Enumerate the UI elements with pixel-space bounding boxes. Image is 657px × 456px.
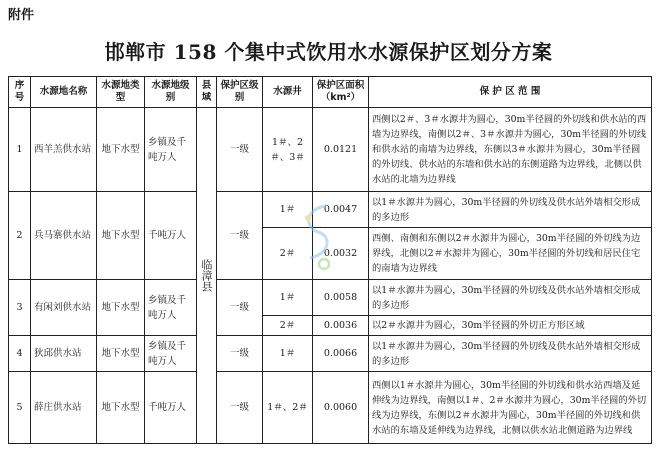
row-wells: 1＃ xyxy=(263,336,313,372)
row-index: 2 xyxy=(9,192,31,280)
row-area: 0.0121 xyxy=(313,108,369,192)
row-source-level: 千吨万人 xyxy=(145,192,197,280)
row-wells: 1＃ xyxy=(263,192,313,228)
row-wells: 1＃ xyxy=(263,280,313,316)
table-row xyxy=(9,336,652,372)
row-scope: 西侧以1＃水源井为圆心，30m半径圆的外切线和供水站西墙及延伸线为边界线，南侧以1＃、2＃水源井为圆心，30m半径圆的外切线为边界线，东侧以2＃水源井为圆心，30m半径圆的外切线和供水站的东墙及延伸线为边界线，北侧以供水站北侧道路为边界线 xyxy=(369,372,652,444)
row-source-name: 西羊羔供水站 xyxy=(31,108,97,192)
row-scope: 以2＃水源井为圆心，30m半径圆的外切正方形区域 xyxy=(369,316,652,336)
row-source-level: 乡镇及千吨万人 xyxy=(145,108,197,192)
row-scope: 以1＃水源井为圆心，30m半径圆的外切线及供水站外墙相交形成的多边形 xyxy=(369,192,652,228)
table-row xyxy=(9,108,652,192)
row-zone-level: 一级 xyxy=(217,372,263,444)
row-scope: 以1＃水源井为圆心，30m半径圆的外切线及供水站外墙相交形成的多边形 xyxy=(369,336,652,372)
row-zone-level: 一级 xyxy=(217,280,263,336)
row-scope: 以1＃水源井为圆心，30m半径圆的外切线及供水站外墙相交形成的多边形 xyxy=(369,280,652,316)
header-scope: 保 护 区 范 围 xyxy=(369,77,652,108)
row-source-level: 乡镇及千吨万人 xyxy=(145,336,197,372)
row-source-name: 狄邱供水站 xyxy=(31,336,97,372)
row-area: 0.0032 xyxy=(313,228,369,280)
row-index: 5 xyxy=(9,372,31,444)
row-source-name: 薛庄供水站 xyxy=(31,372,97,444)
row-wells: 2＃ xyxy=(263,316,313,336)
row-scope: 西侧以2＃、3＃水源井为圆心，30m半径圆的外切线和供水站的西墙为边界线，南侧以2＃、3＃水源井为圆心，30m半径圆的外切线和供水站的南墙为边界线，东侧以3＃水源井为圆心，30m半径圆的外切线、供水站的东墙和供水站的东侧道路为边界线，北侧以供水站的北墙为边界线 xyxy=(369,108,652,192)
row-source-type: 地下水型 xyxy=(97,280,145,336)
header-area: 保护区面积（km²） xyxy=(313,77,369,108)
row-area: 0.0047 xyxy=(313,192,369,228)
row-source-type: 地下水型 xyxy=(97,336,145,372)
row-area: 0.0036 xyxy=(313,316,369,336)
header-index: 序号 xyxy=(9,77,31,108)
protection-zone-table xyxy=(8,76,652,444)
table-row xyxy=(9,280,652,316)
table-row xyxy=(9,192,652,228)
row-area: 0.0066 xyxy=(313,336,369,372)
header-wells: 水源井 xyxy=(263,77,313,108)
row-source-type: 地下水型 xyxy=(97,192,145,280)
row-source-level: 千吨万人 xyxy=(145,372,197,444)
header-source-level: 水源地级别 xyxy=(145,77,197,108)
county-cell: 临漳县 xyxy=(197,108,217,444)
row-area: 0.0058 xyxy=(313,280,369,316)
row-source-name: 兵马寨供水站 xyxy=(31,192,97,280)
row-zone-level: 一级 xyxy=(217,108,263,192)
table-row xyxy=(9,372,652,444)
row-source-level: 乡镇及千吨万人 xyxy=(145,280,197,336)
table-header-row xyxy=(9,77,652,108)
row-wells: 1＃、2＃、3＃ xyxy=(263,108,313,192)
header-source-name: 水源地名称 xyxy=(31,77,97,108)
row-wells: 1＃、2＃ xyxy=(263,372,313,444)
header-county: 县域 xyxy=(197,77,217,108)
row-area: 0.0060 xyxy=(313,372,369,444)
row-source-type: 地下水型 xyxy=(97,108,145,192)
row-source-name: 有闲刘供水站 xyxy=(31,280,97,336)
row-index: 1 xyxy=(9,108,31,192)
row-index: 3 xyxy=(9,280,31,336)
document-title: 邯郸市 158 个集中式饮用水水源保护区划分方案 xyxy=(104,40,553,64)
attachment-label: 附件 xyxy=(8,8,35,23)
row-index: 4 xyxy=(9,336,31,372)
header-source-type: 水源地类型 xyxy=(97,77,145,108)
row-zone-level: 一级 xyxy=(217,192,263,280)
row-zone-level: 一级 xyxy=(217,336,263,372)
row-source-type: 地下水型 xyxy=(97,372,145,444)
header-zone-level: 保护区级别 xyxy=(217,77,263,108)
row-wells: 2＃ xyxy=(263,228,313,280)
row-scope: 西侧、南侧和东侧以2＃水源井为圆心，30m半径圆的外切线为边界线，北侧以2＃水源井为圆心，30m半径圆的外切线和居民住宅的南墙为边界线 xyxy=(369,228,652,280)
